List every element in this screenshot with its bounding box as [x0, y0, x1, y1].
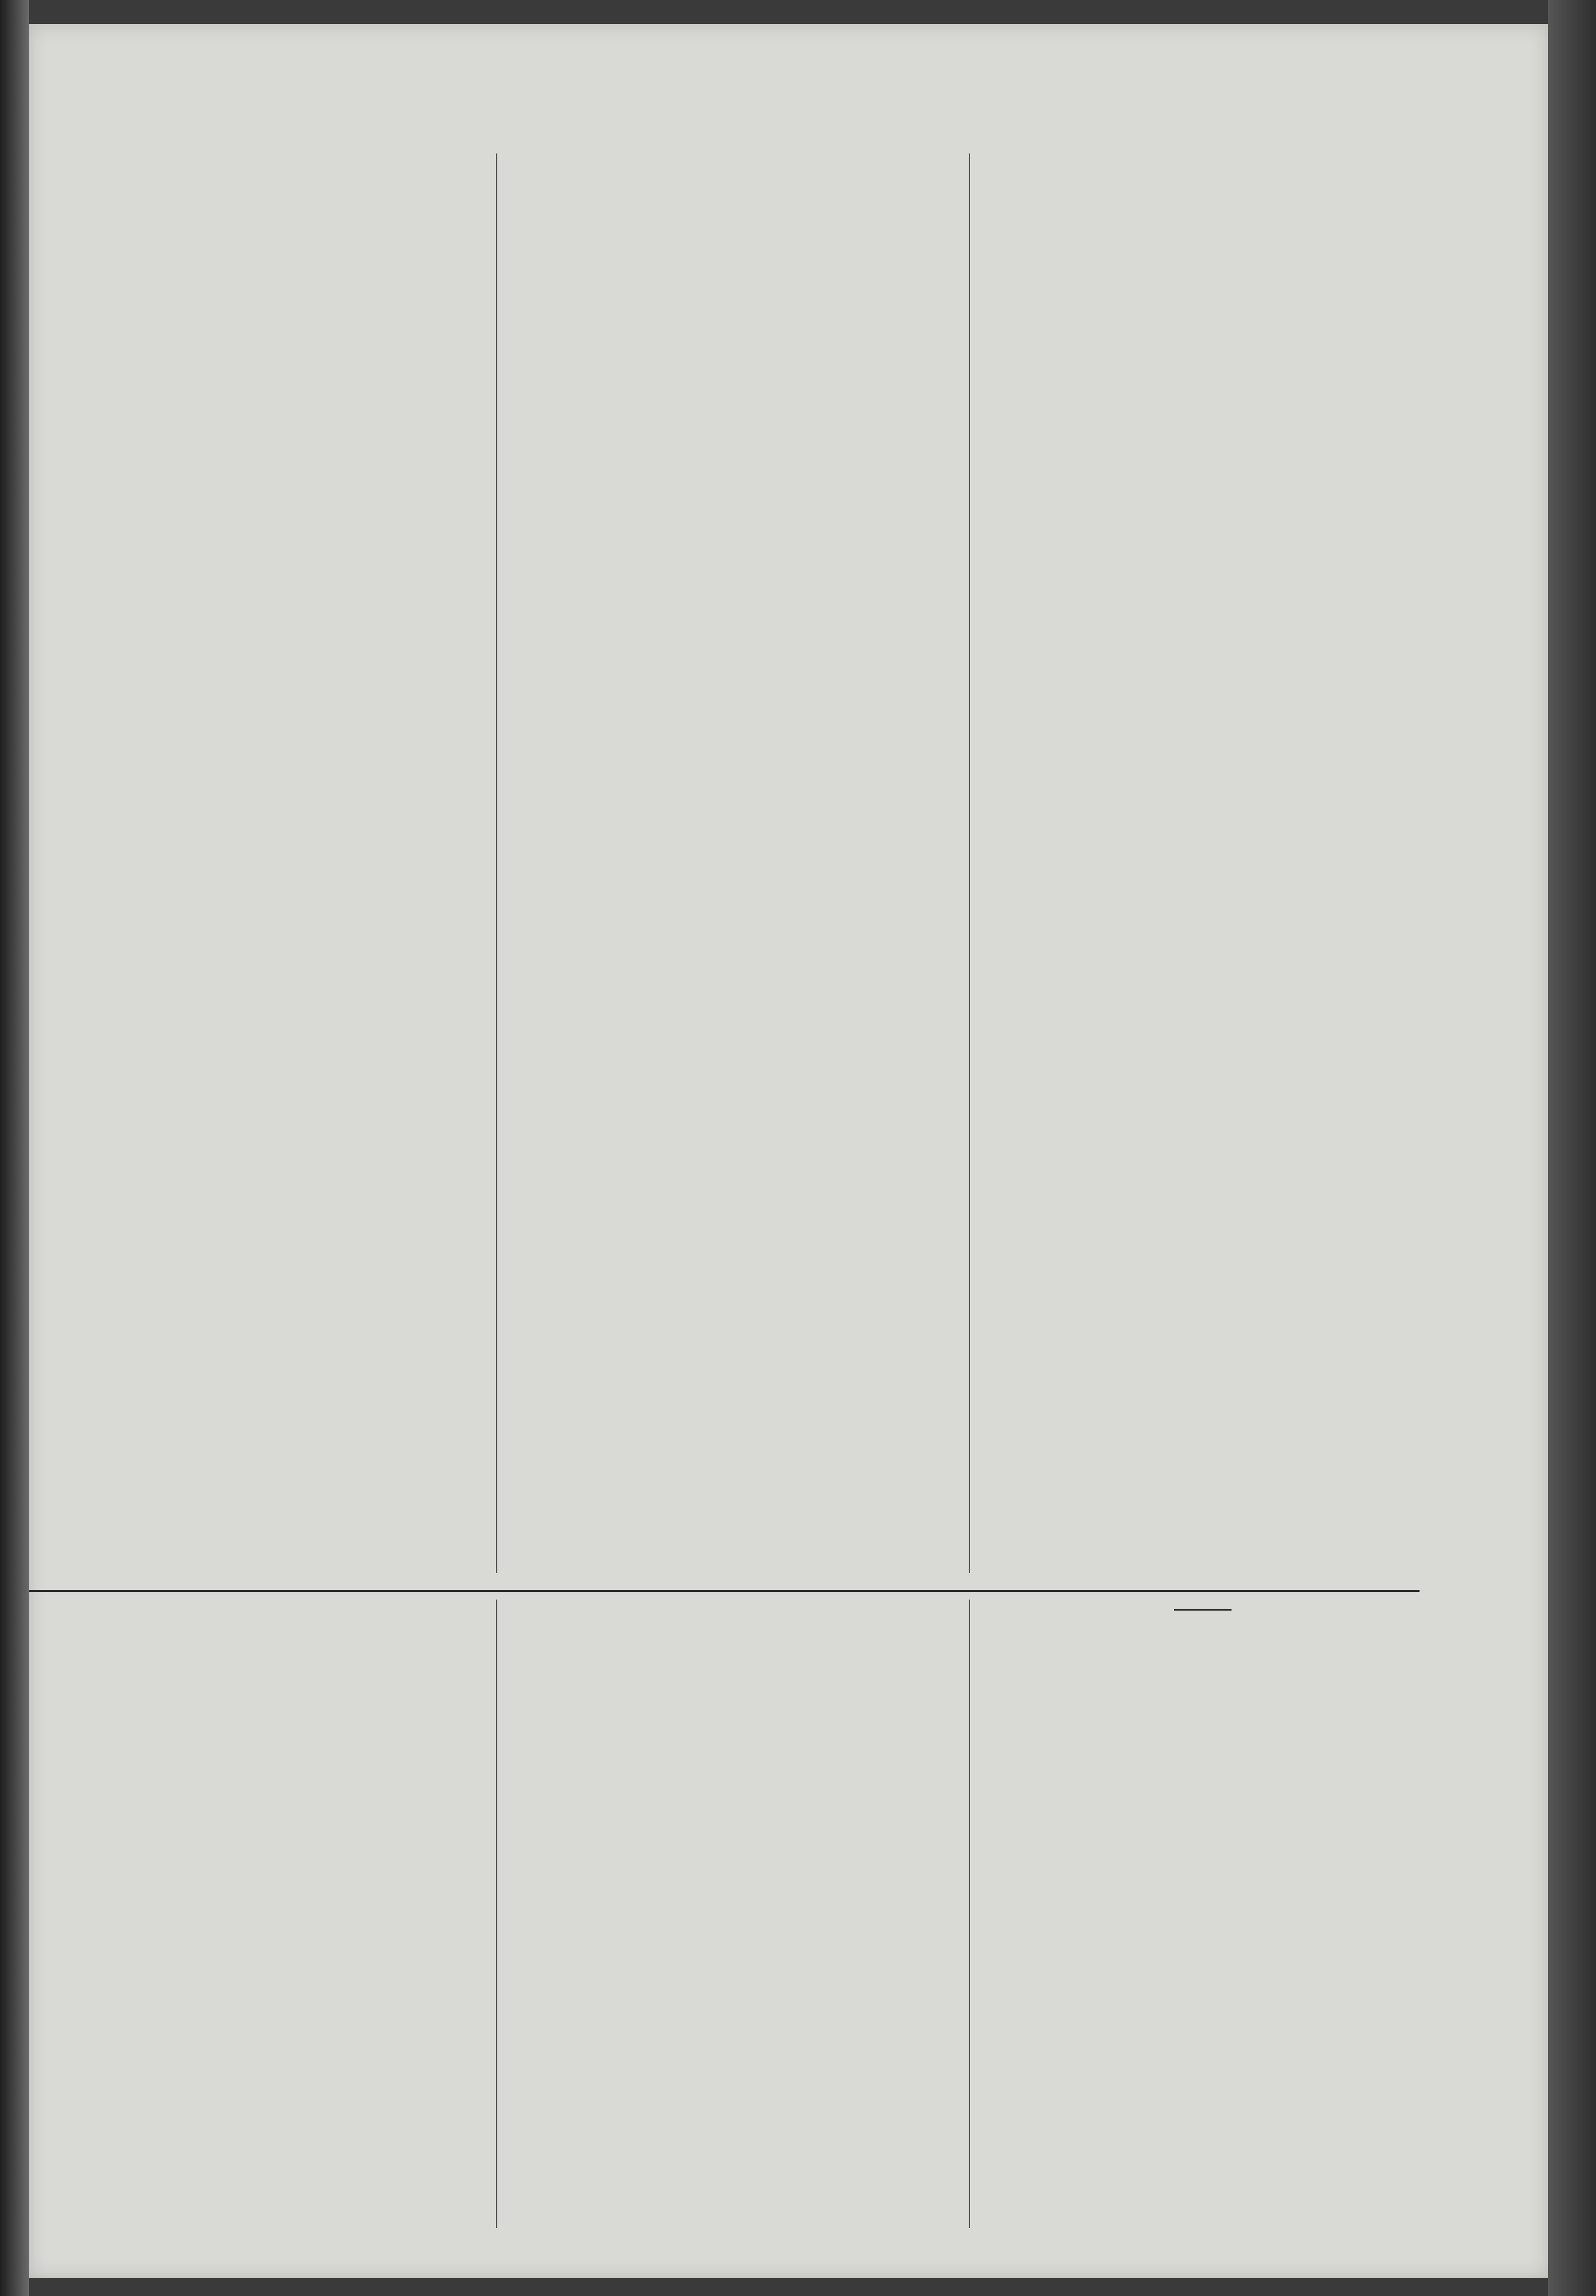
column-rule: [969, 1600, 970, 2228]
page-edge-shadow-right: [1548, 0, 1596, 2296]
column-rule: [496, 1600, 497, 2228]
column-rule: [496, 153, 497, 1573]
end-rule: [1174, 1609, 1232, 1611]
section-divider: [29, 1590, 1420, 1592]
serial-column-1: [34, 1600, 483, 2261]
top-column-1: [34, 153, 483, 1588]
serial-column-2: [505, 1600, 960, 2261]
top-column-2: [505, 153, 960, 1588]
newspaper-page: [29, 24, 1548, 2278]
top-column-3: [977, 153, 1428, 1588]
column-rule: [969, 153, 970, 1573]
page-edge-shadow-left: [0, 0, 29, 2296]
serial-column-3: [977, 1600, 1428, 2261]
